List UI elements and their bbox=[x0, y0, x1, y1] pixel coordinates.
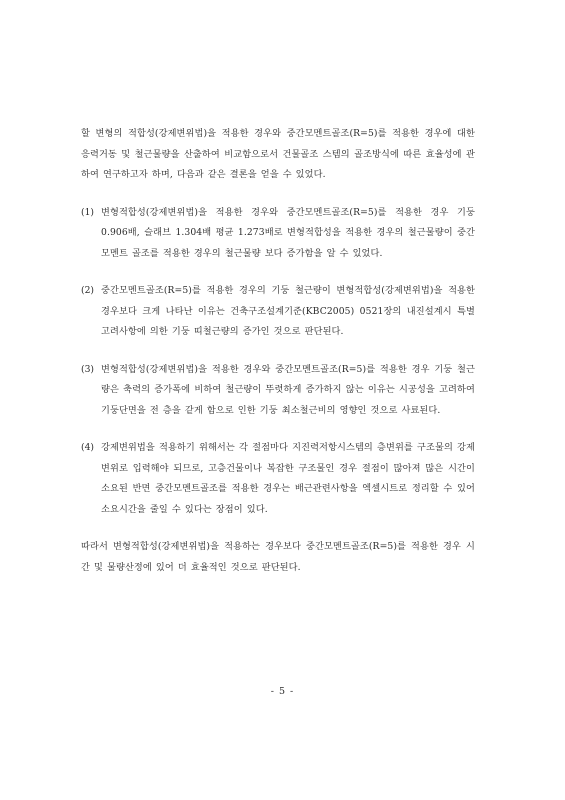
conclusion-paragraph: 따라서 변형적합성(강제변위법)을 적용하는 경우보다 중간모멘트골조(R=5)를 적용한 경우 시간 및 물량산정에 있어 더 효율적인 것으로 판단된다. bbox=[81, 541, 475, 573]
list-item bbox=[81, 438, 475, 520]
list-item-text: 변형적합성(강제변위법)을 적용한 경우와 중간모멘트골조(R=5)를 적용한 경우 기둥 철근량은 축력의 증가폭에 비하여 철근량이 뚜렷하게 증가하지 않는 이유는 시공성을 고려하여 기둥단면을 전 층을 같게 함으로 인한 기둥 최소철근비의 영향인 것으로 사료된다. bbox=[101, 363, 475, 416]
list-item bbox=[81, 360, 475, 422]
intro-paragraph: 할 변형의 적합성(강제변위법)을 적용한 경우와 중간모멘트골조(R=5)를 적용한 경우에 대한 응력거동 및 철근물량을 산출하여 비교함으로서 건물골조 스템의 골조방식에 따른 효율성에 관하여 연구하고자 하며, 다음과 같은 결론을 얻을 수 있었다. bbox=[81, 128, 475, 180]
list-item-number: (2) bbox=[81, 285, 95, 296]
list-item bbox=[81, 281, 475, 343]
page-content bbox=[81, 124, 475, 578]
list-item-text: 중간모멘트골조(R=5)를 적용한 경우의 기둥 철근량이 변형적합성(강제변위법)을 적용한 경우보다 크게 나타난 이유는 건축구조설계기준(KBC2005) 0521장의 내진설계시 특별 고려사항에 의한 기둥 띠철근량의 증가인 것으로 판단된다. bbox=[101, 285, 475, 337]
list-item-number: (1) bbox=[81, 206, 95, 218]
list-item-text: 강제변위법을 적용하기 위해서는 각 절점마다 지진력저항시스템의 층변위를 구조물의 강제변위로 입력해야 되므로, 고층건물이나 복잡한 구조물인 경우 절점이 많아져 많은 시간이 소요된 반면 중간모멘트골조를 적용한 경우는 배근관련사항을 엑셀시트로 정리할 수 있어 소요시간을 줄일 수 있다는 장점이 있다. bbox=[101, 442, 475, 515]
page-number: - 5 - bbox=[270, 686, 295, 697]
list-item bbox=[81, 203, 475, 265]
list-item-text: 변형적합성(강제변위법)을 적용한 경우와 중간모멘트골조(R=5)를 적용한 경우 기둥 0.906배, 슬래브 1.304배 평균 1.273배로 변형적합성을 적용한 경우의 철근물량이 중간모멘트 골조를 적용한 경우의 철근물량 보다 증가함을 알 수 있었다. bbox=[101, 206, 475, 259]
list-item-number: (3) bbox=[81, 363, 95, 375]
list-item-number: (4) bbox=[81, 442, 95, 453]
